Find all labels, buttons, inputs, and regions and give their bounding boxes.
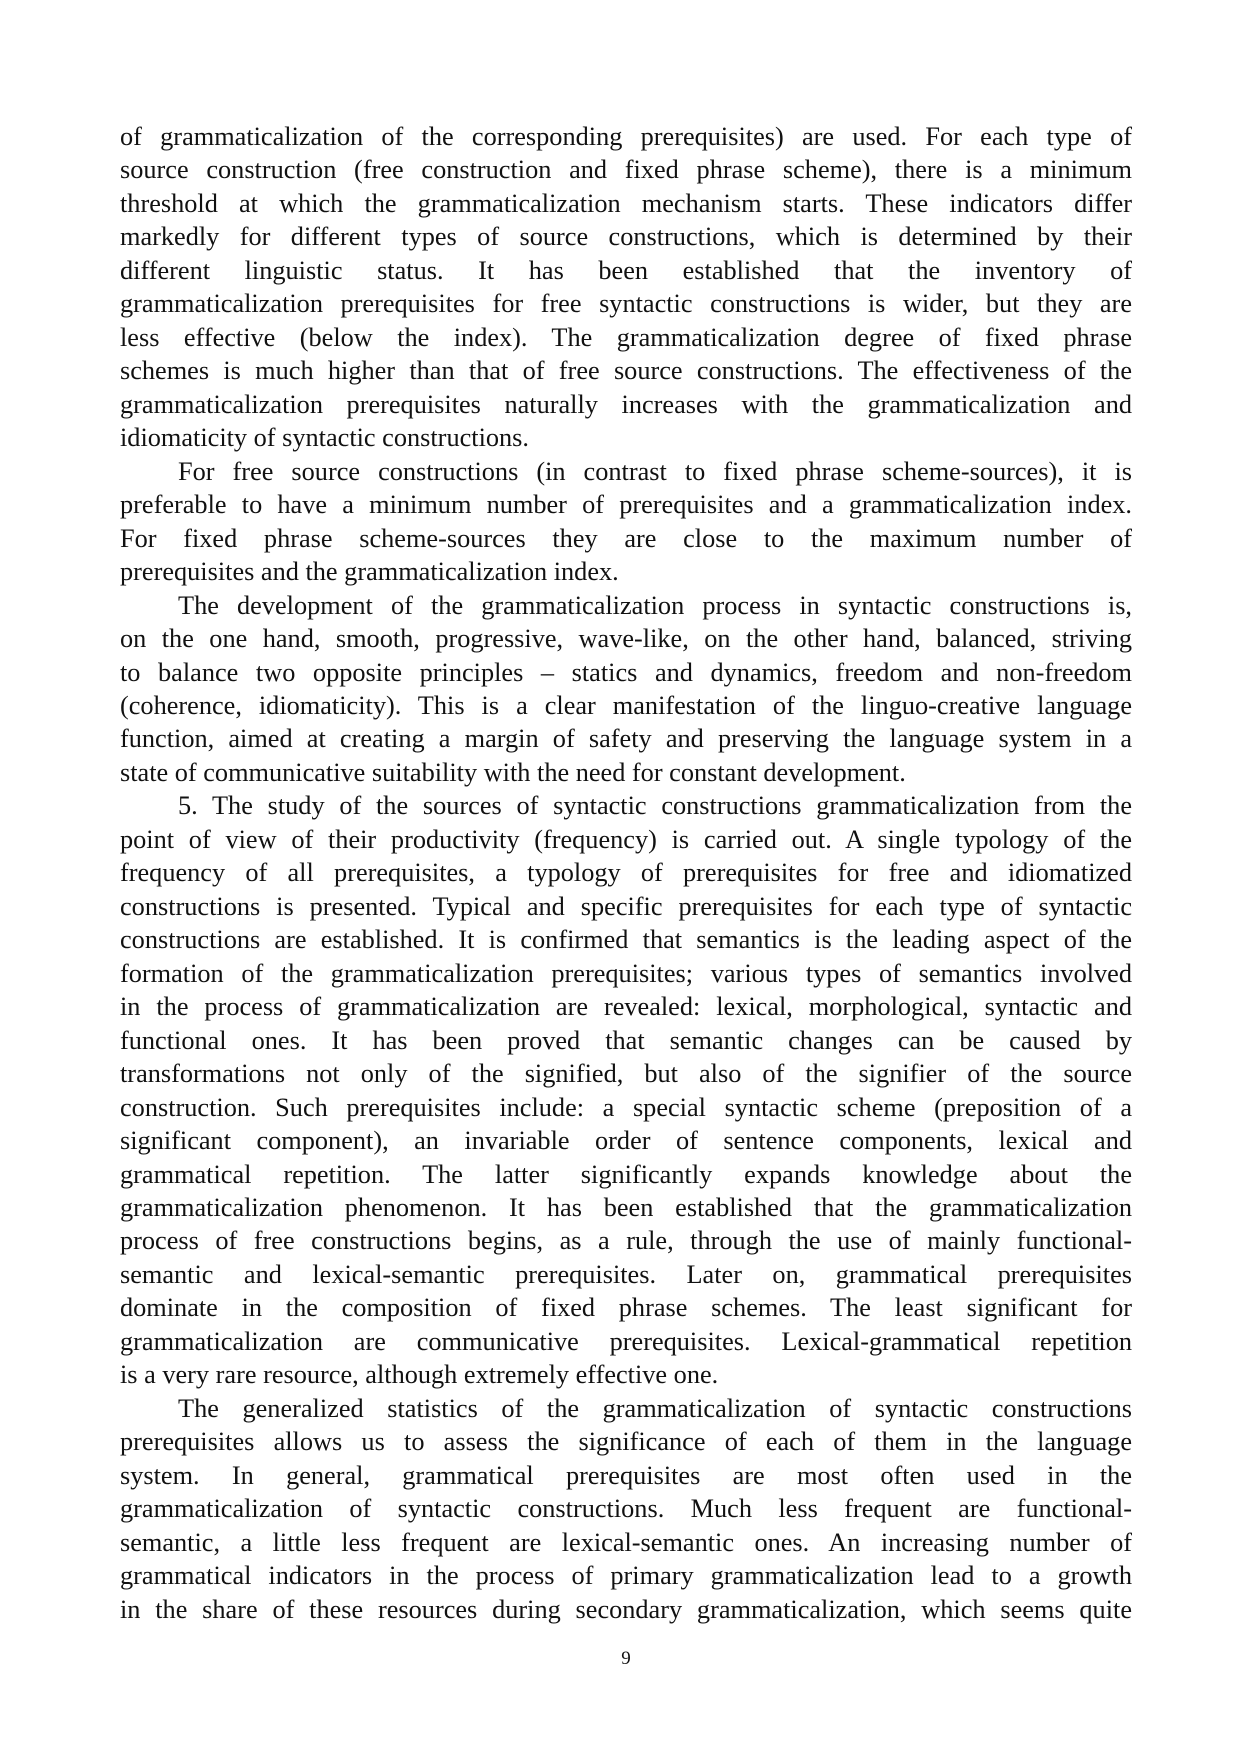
- text-line: The generalized statistics of the grammaticalization of syntactic constructions: [178, 1393, 1132, 1423]
- text-line: prerequisites allows us to assess the significance of each of them in the language: [120, 1427, 1132, 1457]
- text-line: grammaticalization phenomenon. It has been established that the grammaticalization: [120, 1193, 1132, 1222]
- text-line: process of free constructions begins, as a rule, through the use of mainly functional-: [120, 1226, 1132, 1256]
- text-line: grammaticalization of syntactic constructions. Much less frequent are functional-: [120, 1494, 1132, 1524]
- text-line: grammaticalization prerequisites naturally increases with the grammaticalization and: [120, 389, 1132, 419]
- text-line: frequency of all prerequisites, a typology of prerequisites for free and idiomatized: [120, 858, 1132, 888]
- text-line: grammatical repetition. The latter significantly expands knowledge about the: [120, 1159, 1132, 1189]
- paragraph: [120, 455, 1132, 589]
- text-line: semantic, a little less frequent are lexical-semantic ones. An increasing number of: [120, 1527, 1132, 1557]
- text-line: formation of the grammaticalization prerequisites; various types of semantics involved: [120, 958, 1132, 988]
- text-line: schemes is much higher than that of free source constructions. The effectiveness of the: [120, 356, 1132, 386]
- text-line: threshold at which the grammaticalization mechanism starts. These indicators differ: [120, 188, 1132, 218]
- text-line: on the one hand, smooth, progressive, wave-like, on the other hand, balanced, striving: [120, 624, 1132, 654]
- paragraph: [120, 1392, 1132, 1626]
- text-line: markedly for different types of source constructions, which is determined by their: [120, 222, 1132, 252]
- text-line: grammaticalization prerequisites for free syntactic constructions is wider, but they are: [120, 289, 1132, 319]
- text-line: is a very rare resource, although extremely effective one.: [120, 1360, 719, 1390]
- text-line: idiomaticity of syntactic constructions.: [120, 423, 529, 453]
- paragraph: [120, 120, 1132, 455]
- text-line: constructions are established. It is confirmed that semantics is the leading aspect of the: [120, 925, 1132, 955]
- text-line: The development of the grammaticalization process in syntactic constructions is,: [178, 590, 1132, 620]
- text-line: constructions is presented. Typical and specific prerequisites for each type of syntactic: [120, 891, 1132, 921]
- page-number: 9: [621, 1648, 631, 1669]
- text-line: (coherence, idiomaticity). This is a clear manifestation of the linguo-creative language: [120, 690, 1132, 720]
- text-line: of grammaticalization of the corresponding prerequisites) are used. For each type of: [120, 122, 1132, 151]
- paragraph: [120, 589, 1132, 790]
- text-line: in the process of grammaticalization are revealed: lexical, morphological, syntactic and: [120, 992, 1132, 1022]
- text-line: For fixed phrase scheme-sources they are close to the maximum number of: [120, 523, 1132, 553]
- text-line: grammatical indicators in the process of primary grammaticalization lead to a growth: [120, 1561, 1132, 1591]
- text-line: grammaticalization are communicative prerequisites. Lexical-grammatical repetition: [120, 1326, 1132, 1356]
- text-line: source construction (free construction and fixed phrase scheme), there is a minimum: [120, 155, 1132, 185]
- text-line: functional ones. It has been proved that semantic changes can be caused by: [120, 1025, 1132, 1055]
- text-line: less effective (below the index). The grammaticalization degree of fixed phrase: [120, 322, 1132, 352]
- text-line: transformations not only of the signified, but also of the signifier of the source: [120, 1059, 1132, 1089]
- paragraph: [120, 789, 1132, 1391]
- text-line: system. In general, grammatical prerequisites are most often used in the: [120, 1460, 1132, 1490]
- text-line: in the share of these resources during secondary grammaticalization, which seems quite: [120, 1594, 1132, 1624]
- text-line: dominate in the composition of fixed phrase schemes. The least significant for: [120, 1293, 1132, 1323]
- text-line: state of communicative suitability with the need for constant development.: [120, 757, 906, 787]
- text-line: to balance two opposite principles – statics and dynamics, freedom and non-freedom: [120, 657, 1132, 687]
- text-line: different linguistic status. It has been established that the inventory of: [120, 255, 1132, 285]
- text-line: preferable to have a minimum number of prerequisites and a grammaticalization index.: [120, 490, 1132, 520]
- text-line: significant component), an invariable order of sentence components, lexical and: [120, 1126, 1132, 1156]
- text-line: semantic and lexical-semantic prerequisites. Later on, grammatical prerequisites: [120, 1259, 1132, 1289]
- text-line: For free source constructions (in contrast to fixed phrase scheme-sources), it is: [178, 456, 1132, 486]
- text-line: prerequisites and the grammaticalization index.: [120, 557, 619, 587]
- text-line: point of view of their productivity (frequency) is carried out. A single typology of the: [120, 824, 1132, 854]
- document-body: [120, 120, 1132, 1626]
- text-line: function, aimed at creating a margin of safety and preserving the language system in a: [120, 724, 1132, 754]
- text-line: construction. Such prerequisites include: a special syntactic scheme (preposition of a: [120, 1092, 1132, 1122]
- text-line: 5. The study of the sources of syntactic constructions grammaticalization from the: [178, 791, 1132, 821]
